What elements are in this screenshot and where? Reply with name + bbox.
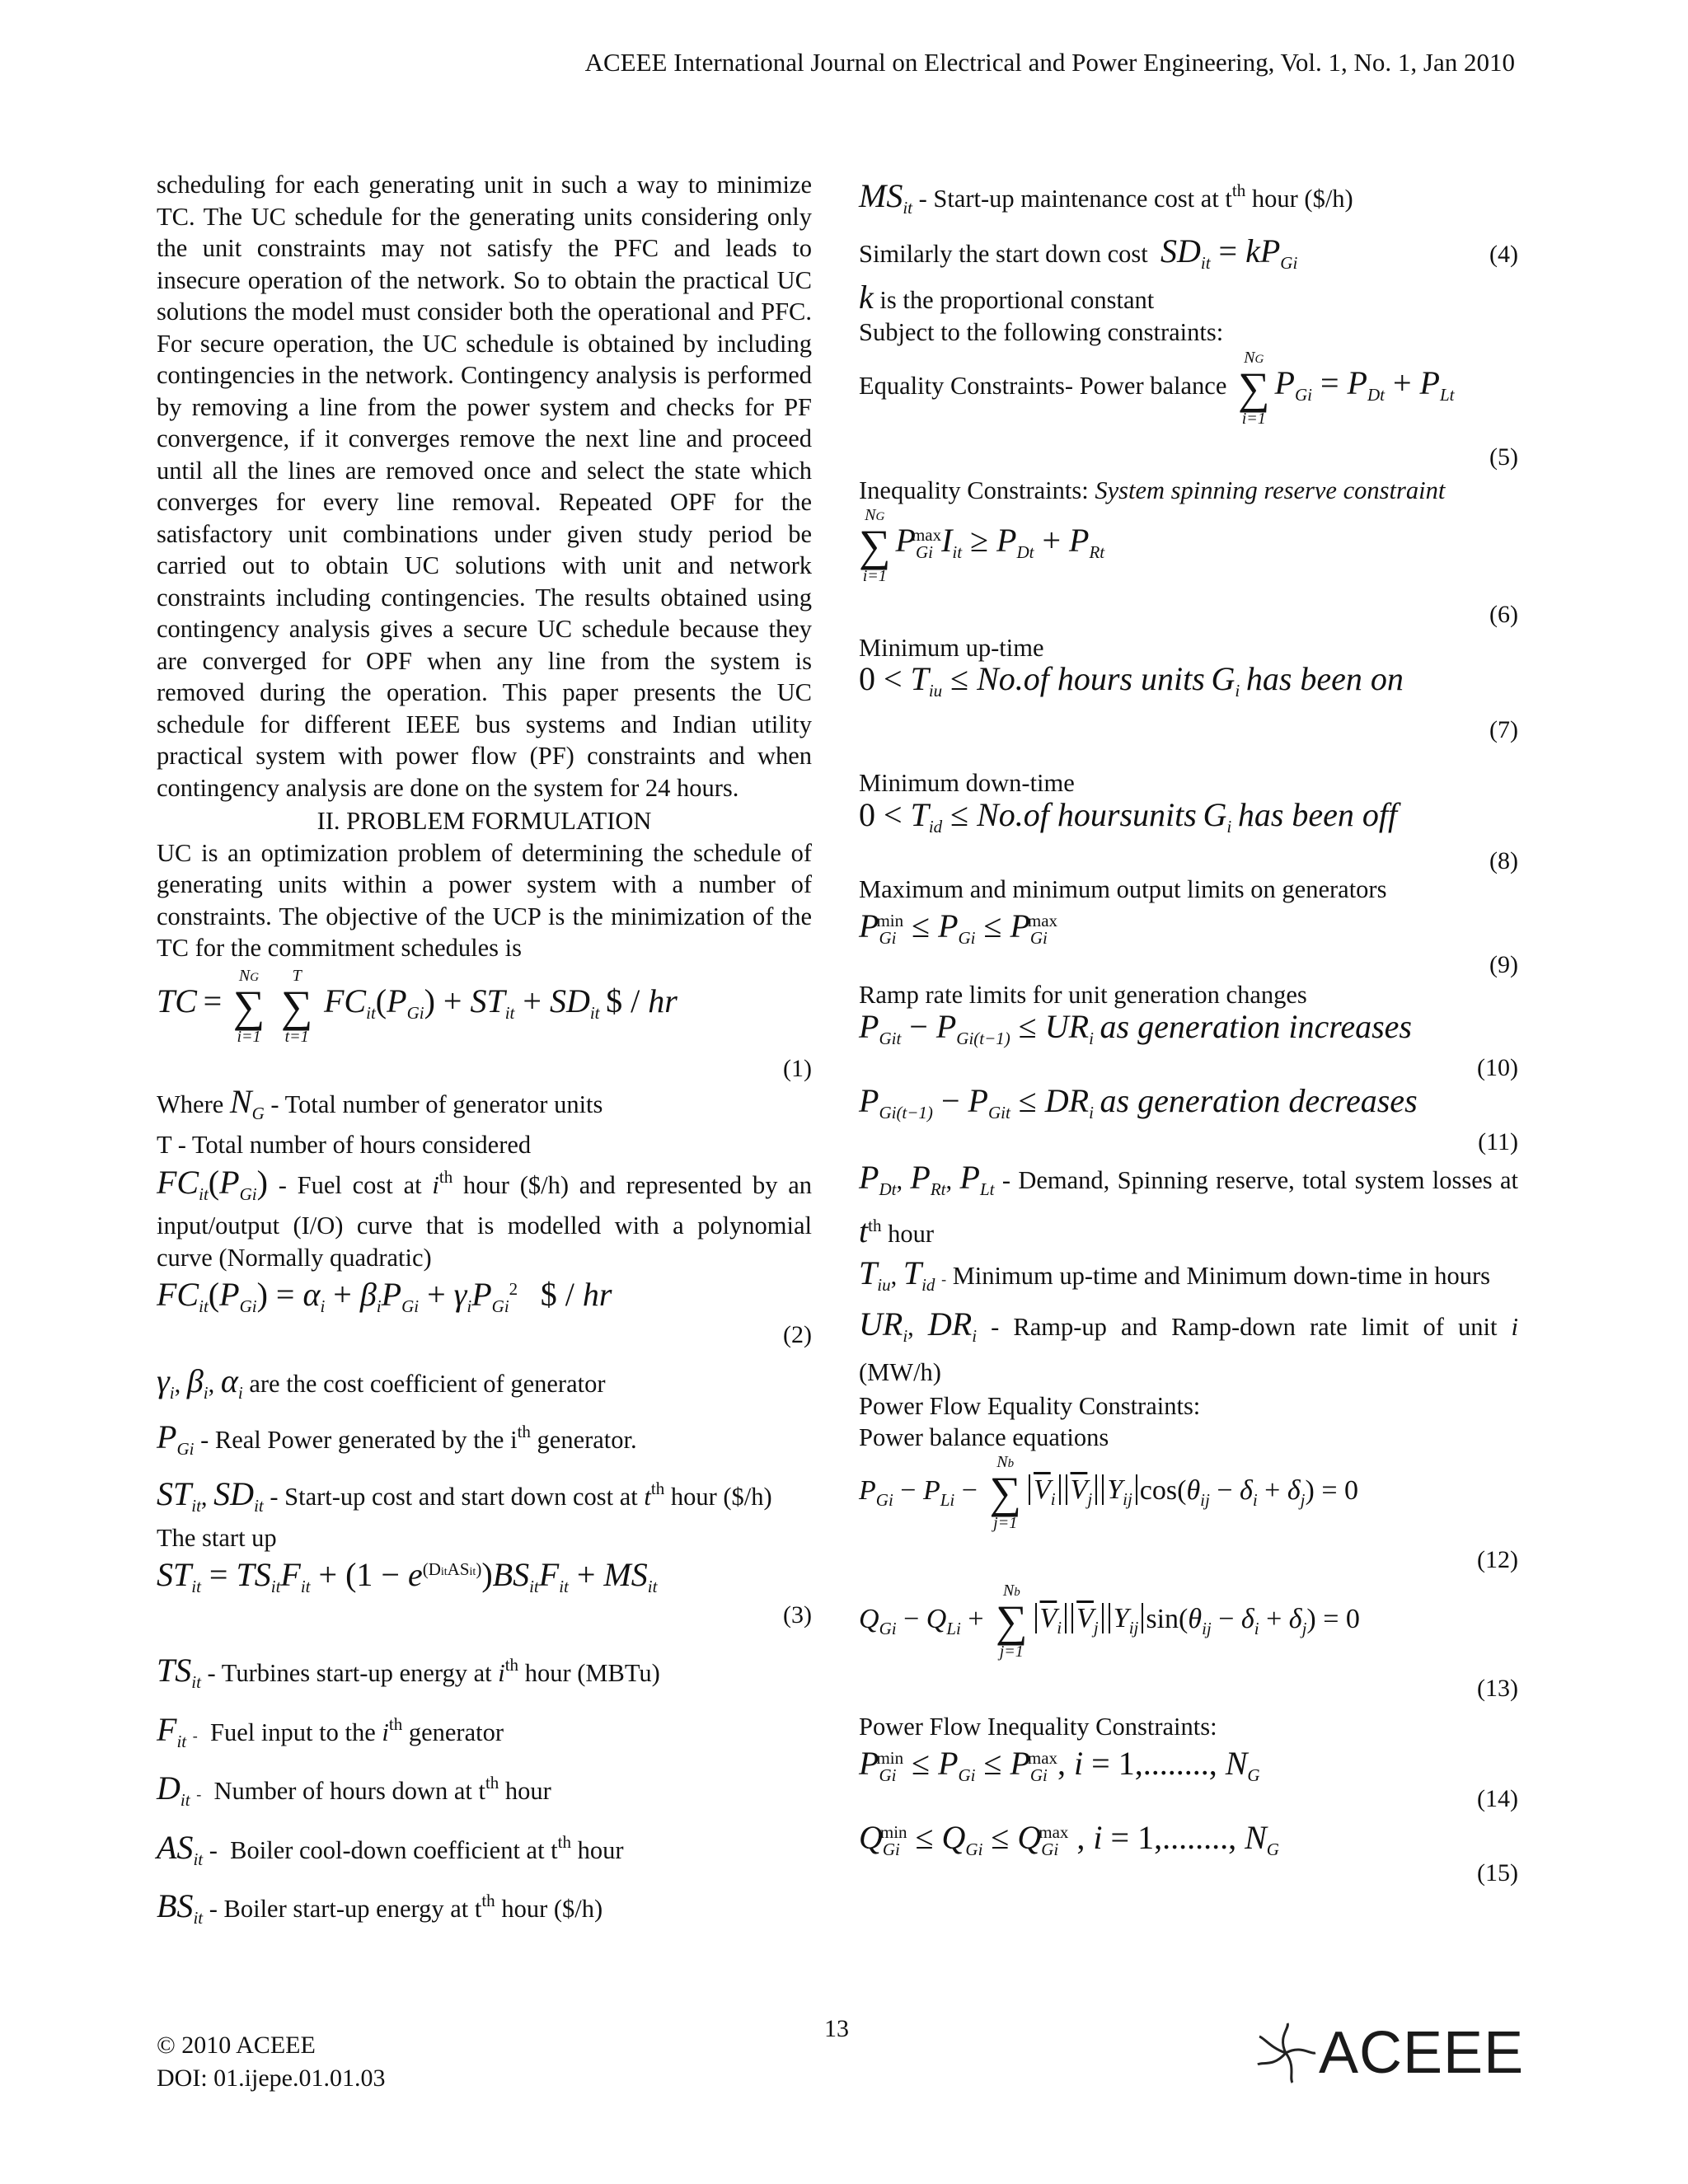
equation-14: $P_{Gi}^{min} \le P_{Gi} \le P_{Gi}^{max}$, i = 1,........, $N_G$ [859, 1745, 1260, 1785]
eq2-number: (2) [783, 1321, 812, 1348]
eq7-number: (7) [1489, 716, 1518, 743]
inequality-label [859, 475, 1518, 507]
equation-10: $P_{Git} - P_{Gi(t-1)} \le UR_i$ as generation increases [859, 1007, 1412, 1048]
aceee-logo [1253, 2019, 1524, 2087]
d-definition: $D_{it}$ - Number of hours down at $t^{th}$ hour [157, 1769, 551, 1810]
equation-4: Similarly the start down cost $SD_{it} = kP_{Gi}$ (4) [859, 232, 1518, 273]
d-desc-1: Number of hours down at t [213, 1777, 485, 1805]
ng-definition: Where $N_G$ - Total number of generator units [157, 1082, 603, 1123]
eq12-number: (12) [1477, 1545, 1518, 1573]
k-desc: is the proportional constant [879, 286, 1155, 314]
st-desc-1: - Start-up cost and start down cost at [270, 1483, 638, 1511]
equation-12: $P_{Gi} - P_{Li}$ − Nb ∑ j=1 $\overline{V}_i$ $\overline{V}_j$ $Y_{ij}$ $\cos(\theta_{ij} - \delta_i + \delta_j) = 0$ [859, 1452, 1359, 1532]
min-up-expr: No.of hours units [977, 660, 1205, 697]
equation-5: Equality Constraints- Power balance NG ∑ i=1 $P_{Gi} = P_{Dt} + P_{Lt}$ [859, 349, 1455, 428]
where-label: Where [157, 1090, 224, 1118]
copyright: © 2010 ACEEE [157, 2032, 316, 2059]
ur-desc: - Ramp-up and Ramp-down rate limit of unit [991, 1312, 1498, 1341]
f-definition: $F_{it}$ - Fuel input to the $i^{th}$ generator [157, 1710, 504, 1751]
ramp-up-text: as generation increases [1100, 1007, 1412, 1045]
equation-3: $ST_{it} = TS_{it}F_{it} + (1 - e^{(DitASit)})BS_{it}F_{it} + MS_{it}$ [157, 1556, 658, 1596]
logo-star-icon [1253, 2020, 1319, 2086]
ur-tail: (MW/h) [859, 1357, 941, 1386]
equation-7: $0 < T_{iu} \le No.of$ hours units $G_i$ has been on [859, 660, 1404, 701]
fc-desc-1: - Fuel cost at [278, 1170, 422, 1199]
ramp-label: Ramp rate limits for unit generation changes [859, 981, 1307, 1009]
intro-paragraph: scheduling for each generating unit in such a way to minimize TC. The UC schedule for the generating units considering only the unit constraints may not satisfy the PFC and leads to insecure operation of the network. So to obtain the practical UC solutions the model must consider both the operational and PFC. For secure operation, the UC schedule is obtained by including contingencies in the network. Contingency analysis is performed by removing a line from the power system and checks for PF convergence, if it converges remove the next line and proceed until all the lines are removed once and select the state which converges for every line removal. Repeated OPF for the satisfactory unit combinations under given study period be carried out to obtain UC solutions with unit and network constraints including contingencies. The results obtained using contingency analysis gives a secure UC schedule because they are converged for OPF when any line from the system is removed during the operation. This paper presents the UC schedule for different IEEE bus systems and Indian utility practical system with power flow (PF) constraints and when contingency analysis are done on the system for 24 hours. [157, 171, 812, 802]
demand-desc: - Demand, Spinning reserve, total system losses at [1001, 1165, 1519, 1194]
inequality-italic: System spinning reserve constraint [1095, 476, 1446, 504]
footer [157, 2029, 385, 2095]
eq5-number: (5) [1489, 443, 1518, 471]
journal-header: ACEEE International Journal on Electrical and Power Engineering, Vol. 1, No. 1, Jan 2010 [584, 48, 1515, 77]
min-down-tail: has been off [1237, 795, 1398, 833]
tiu-definition: $T_{iu}$, $T_{id}$ - Minimum up-time and Minimum down-time in hours [859, 1254, 1491, 1295]
formulation-paragraph: UC is an optimization problem of determining the schedule of generating units within a power system with a number of constraints. The objective of the UCP is the minimization of the TC for the commitment schedules is [157, 838, 812, 962]
demand-definition: $P_{Dt}$, $P_{Rt}$, $P_{Lt}$ - Demand, Spinning reserve, total system losses at $t^{th}$ hour [859, 1158, 1519, 1249]
coeff-desc: are the cost coefficient of generator [249, 1370, 606, 1398]
eq14-number: (14) [1477, 1785, 1518, 1812]
subject-text: Subject to the following constraints: [859, 317, 1224, 346]
eq11-number: (11) [1478, 1127, 1518, 1155]
pgi-desc-2: generator. [537, 1425, 637, 1454]
eq9-number: (9) [1489, 951, 1518, 978]
pgi-definition: $P_{Gi}$ - Real Power generated by the $i^{th}$ generator. [157, 1418, 637, 1459]
demand-tail: hour [888, 1219, 935, 1248]
eq6-number: (6) [1489, 600, 1518, 628]
equation-9: $P_{Gi}^{min} \le P_{Gi} \le P_{Gi}^{max}$ [859, 907, 1058, 948]
fc-desc-2: hour ($/h) and represented by an input/output (I/O) curve that is modelled with a polynomial curve (Normally quadratic) [157, 1170, 813, 1272]
equation-13: $Q_{Gi} - Q_{Li}$ + Nb ∑ j=1 $\overline{V}_i$ $\overline{V}_j$ $Y_{ij}$ $\sin(\theta_{ij} - \delta_i + \delta_j) = 0$ [859, 1581, 1360, 1661]
ramp-down-text: as generation decreases [1100, 1081, 1418, 1119]
pb-equations-label: Power balance equations [859, 1423, 1109, 1451]
doi: DOI: 01.ijepe.01.01.03 [157, 2064, 386, 2092]
eq4-number: (4) [1489, 240, 1518, 268]
ur-definition: $UR_i$, $DR_i$ - Ramp-up and Ramp-down rate limit of unit i (MW/h) [859, 1305, 1519, 1386]
ts-desc-1: - Turbines start-up energy at [207, 1659, 492, 1687]
ms-desc-1: - Start-up maintenance cost at t [918, 185, 1232, 213]
left-column [157, 169, 812, 1934]
eq3-number: (3) [783, 1601, 812, 1629]
ms-definition: $MS_{it}$ - Start-up maintenance cost at $t^{th}$ hour ($/h) [859, 177, 1353, 218]
eq13-number: (13) [1477, 1674, 1518, 1702]
equation-8: $0 < T_{id} \le No.of$ hoursunits $G_i$ has been off [859, 795, 1398, 837]
st-definition: $ST_{it}$, $SD_{it}$ - Start-up cost and start down cost at $t^{th}$ hour ($/h) [157, 1475, 772, 1516]
k-definition: k is the proportional constant [859, 279, 1155, 316]
equation-15: $Q_{Gi}^{min} \le Q_{Gi} \le Q_{Gi}^{max}$ , i = 1,........, $N_G$ [859, 1819, 1279, 1859]
f-desc-2: generator [408, 1718, 504, 1746]
equation-2: $FC_{it}(P_{Gi}) = \alpha_i + \beta_iP_{Gi} + \gamma_iP_{Gi}^2$ $ / hr [157, 1276, 612, 1316]
tiu-desc: Minimum up-time and Minimum down-time in hours [952, 1261, 1491, 1290]
logo-text: ACEEE [1319, 2020, 1525, 2086]
eq15-number: (15) [1477, 1859, 1518, 1886]
ts-definition: $TS_{it}$ - Turbines start-up energy at $i^{th}$ hour (MBTu) [157, 1652, 660, 1692]
startup-label: The start up [157, 1523, 277, 1552]
d-desc-2: hour [504, 1777, 551, 1805]
min-down-label: Minimum down-time [859, 769, 1075, 797]
pf-equality-label: Power Flow Equality Constraints: [859, 1391, 1201, 1420]
eq10-number: (10) [1477, 1053, 1518, 1081]
ng-desc: - Total number of generator units [270, 1090, 603, 1118]
as-definition: $AS_{it}$ - Boiler cool-down coefficient at $t^{th}$ hour [157, 1828, 624, 1869]
equation-11: $P_{Gi(t-1)} - P_{Git} \le DR_i$ as generation decreases [859, 1081, 1418, 1122]
inequality-label-text: Inequality Constraints: [859, 476, 1089, 504]
bs-definition: $BS_{it}$ - Boiler start-up energy at $t^{th}$ hour ($/h) [157, 1887, 603, 1928]
coeff-definition: $\gamma_i$, $\beta_i$, $\alpha_i$ are the cost coefficient of generator [157, 1362, 606, 1403]
bs-desc-2: hour ($/h) [501, 1895, 603, 1923]
eq1-number: (1) [783, 1054, 812, 1082]
maxmin-label: Maximum and minimum output limits on generators [859, 874, 1387, 903]
f-desc-1: Fuel input to the [209, 1718, 376, 1746]
t-definition: T - Total number of hours considered [157, 1131, 532, 1159]
pf-inequality-label: Power Flow Inequality Constraints: [859, 1712, 1217, 1741]
ms-desc-2: hour ($/h) [1251, 185, 1353, 213]
st-desc-2: hour ($/h) [670, 1483, 772, 1511]
equation-1: TC = NG ∑ i=1 T ∑ t=1 $FC_{it}(P_{Gi}) + ST_{it} + SD_{it}$ $ / hr [157, 966, 678, 1046]
as-desc-1: Boiler cool-down coefficient at t [230, 1835, 558, 1864]
ts-desc-2: hour (MBTu) [524, 1659, 660, 1687]
eq8-number: (8) [1489, 846, 1518, 874]
equality-text: Equality Constraints- Power balance [859, 372, 1227, 400]
as-desc-2: hour [577, 1835, 624, 1864]
section-heading: II. PROBLEM FORMULATION [316, 807, 652, 835]
fc-definition: $FC_{it}(P_{Gi})$ - Fuel cost at $i^{th}$ hour ($/h) and represented by an input/output (I/O) curve that is modelled with a polynomial curve (Normally quadratic) [157, 1163, 813, 1272]
pgi-desc-1: - Real Power generated by the i [200, 1425, 518, 1454]
min-down-expr: No.of hoursunits [977, 795, 1197, 833]
min-up-label: Minimum up-time [859, 633, 1044, 662]
bs-desc-1: - Boiler start-up energy at t [209, 1895, 482, 1923]
sd-text: Similarly the start down cost [859, 239, 1148, 268]
equation-6: NG ∑ i=1 $P_{Gi}^{max}I_{it} \ge P_{Dt} + P_{Rt}$ [859, 505, 1105, 585]
min-up-tail: has been on [1245, 660, 1404, 697]
page-number: 13 [824, 2015, 849, 2042]
right-column [859, 175, 1518, 1891]
